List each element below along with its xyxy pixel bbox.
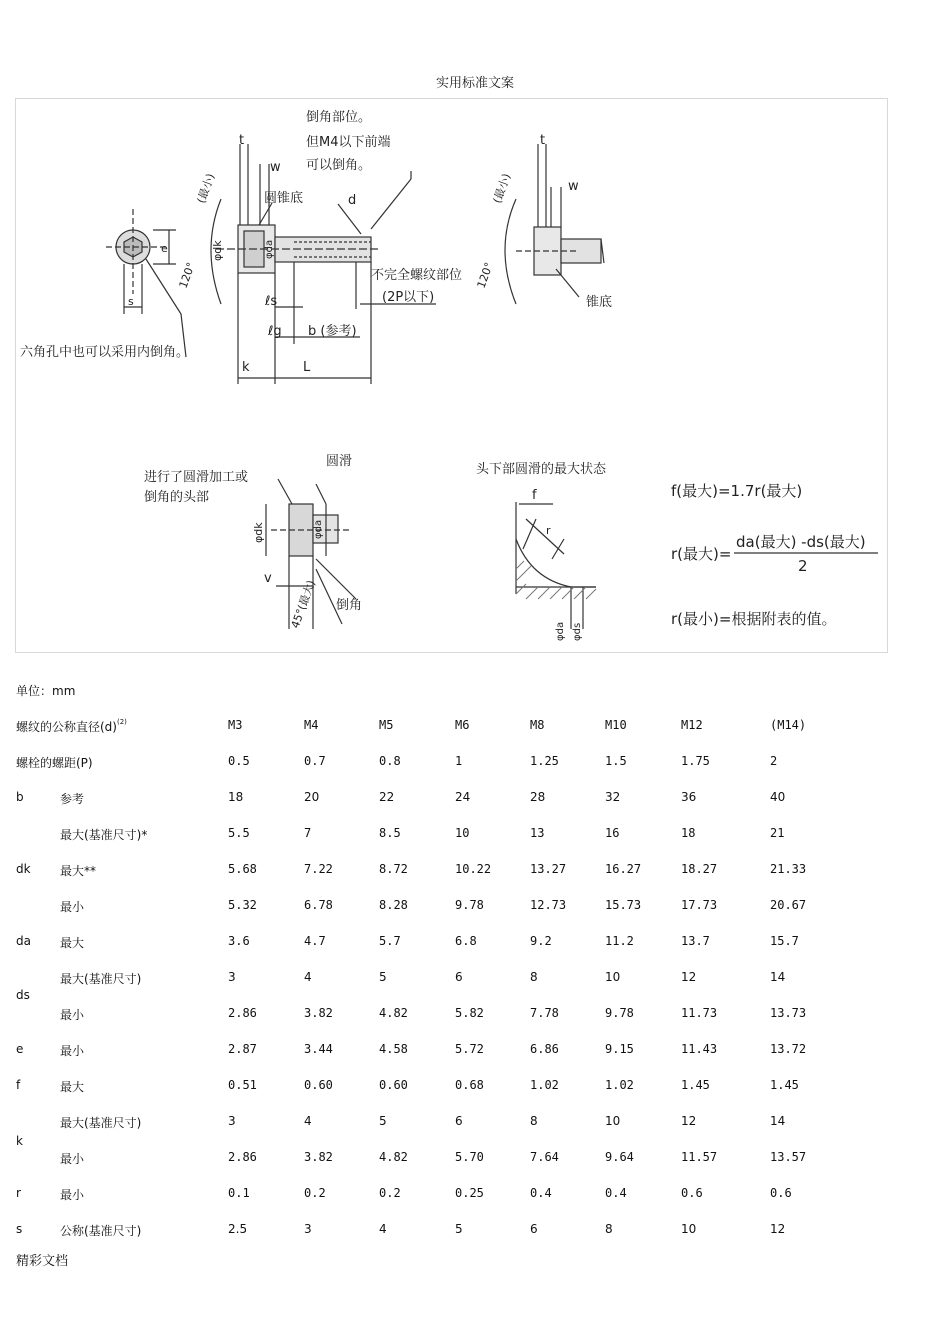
table-cell: 5 <box>455 1222 463 1236</box>
phi-dk-label: φdk <box>211 240 224 261</box>
table-cell: 0.60 <box>379 1078 408 1092</box>
table-cell: 11.43 <box>681 1042 718 1056</box>
table-cell: 0.25 <box>455 1186 484 1200</box>
table-cell: 7.64 <box>530 1150 559 1164</box>
table-cell: 2 <box>770 754 778 768</box>
chamfer-note-3: 可以倒角。 <box>306 158 372 173</box>
table-cell: 9.78 <box>455 898 484 912</box>
table-cell: 6 <box>455 1114 463 1128</box>
table-cell: 1.5 <box>605 754 627 768</box>
formula-2-numerator: da(最大) -ds(最大) <box>736 533 866 551</box>
table-cell: 14 <box>770 970 786 984</box>
size-m4: M4 <box>304 718 319 732</box>
ls-label: ℓs <box>265 294 278 309</box>
table-cell: 12 <box>770 1222 786 1236</box>
table-cell: 9.2 <box>530 934 552 948</box>
row-sublabel: 最大(基准尺寸)* <box>60 828 148 842</box>
hex-note: 六角孔中也可以采用内倒角。 <box>20 345 190 360</box>
table-cell: 24 <box>455 790 471 804</box>
table-row <box>0 1006 950 1026</box>
table-cell: 3.82 <box>304 1150 333 1164</box>
table-cell: 10.22 <box>455 862 492 876</box>
table-cell: 8.28 <box>379 898 408 912</box>
row-sublabel: 最小 <box>60 1008 85 1022</box>
table-cell: 10 <box>455 826 470 840</box>
table-cell: 1 <box>455 754 463 768</box>
formula-1: f(最大)=1.7r(最大) <box>671 482 803 500</box>
table-cell: 10 <box>681 1222 697 1236</box>
row-label: b <box>16 790 24 804</box>
table-cell: 3.82 <box>304 1006 333 1020</box>
row-sublabel: 最小 <box>60 1044 85 1058</box>
max45-label: 45°(最大) <box>288 578 318 631</box>
table-cell: 20.67 <box>770 898 807 912</box>
table-cell: 3 <box>228 970 236 984</box>
row-label: r <box>16 1186 21 1200</box>
table-cell: 5.72 <box>455 1042 484 1056</box>
table-cell: 4.58 <box>379 1042 408 1056</box>
row-sublabel: 公称(基准尺寸) <box>60 1224 142 1238</box>
table-cell: 21.33 <box>770 862 807 876</box>
lg-label: ℓg <box>268 324 282 339</box>
table-cell: 15.7 <box>770 934 799 948</box>
table-cell: 11.57 <box>681 1150 718 1164</box>
table-cell: 0.4 <box>530 1186 552 1200</box>
table-cell: 21 <box>770 826 785 840</box>
table-cell: 0.7 <box>304 754 326 768</box>
table-cell: 5.70 <box>455 1150 484 1164</box>
table-cell: 5.32 <box>228 898 257 912</box>
table-cell: 9.64 <box>605 1150 634 1164</box>
row-sublabel: 最大(基准尺寸) <box>60 972 142 986</box>
table-row <box>0 934 950 954</box>
table-cell: 10 <box>605 1114 621 1128</box>
table-cell: 11.2 <box>605 934 634 948</box>
table-cell: 5.7 <box>379 934 401 948</box>
row-label: k <box>16 1134 23 1148</box>
table-cell: 36 <box>681 790 697 804</box>
page-footer: 精彩文档 <box>16 1254 69 1269</box>
table-cell: 0.5 <box>228 754 250 768</box>
table-row <box>0 1222 950 1242</box>
cone-bottom-label-2: 锥底 <box>586 295 613 310</box>
size-m3: M3 <box>228 718 243 732</box>
incomplete-thread-2: (2P以下) <box>382 290 435 305</box>
table-cell: 4.82 <box>379 1006 408 1020</box>
table-cell: 3 <box>228 1114 236 1128</box>
table-cell: 18 <box>228 790 244 804</box>
table-cell: 12 <box>681 970 697 984</box>
table-cell: 4 <box>379 1222 387 1236</box>
max-round-label: 头下部圆滑的最大状态 <box>476 462 607 477</box>
table-cell: 13 <box>530 826 545 840</box>
row-sublabel: 最大 <box>60 1080 85 1094</box>
unit-label: 单位：mm <box>16 684 76 698</box>
page-header: 实用标准文案 <box>435 76 514 91</box>
row-label: f <box>16 1078 21 1092</box>
size-m5: M5 <box>379 718 394 732</box>
phi-da-label-3: φda <box>313 519 324 539</box>
row-label: ds <box>16 988 30 1002</box>
chamfer-note-2: 但M4以下前端 <box>306 135 391 150</box>
chamfer-note-1: 倒角部位。 <box>306 110 372 125</box>
r-label: r <box>546 524 551 537</box>
table-cell: 4 <box>304 970 312 984</box>
table-cell: 12.73 <box>530 898 567 912</box>
formula-2-left: r(最大)= <box>671 545 732 563</box>
table-cell: 12 <box>681 1114 697 1128</box>
table-cell: 18 <box>681 826 696 840</box>
table-cell: 1.45 <box>770 1078 799 1092</box>
table-row <box>0 1150 950 1170</box>
table-row <box>0 970 950 990</box>
table-cell: 0.51 <box>228 1078 257 1092</box>
k-label: k <box>242 360 250 375</box>
diameter-label: 螺纹的公称直径$(d)^{(2)}$ <box>16 718 127 734</box>
row-label: s <box>16 1222 23 1236</box>
table-cell: 2.86 <box>228 1150 257 1164</box>
table-cell: 1.75 <box>681 754 710 768</box>
table-cell: 9.78 <box>605 1006 634 1020</box>
table-cell: 0.2 <box>304 1186 326 1200</box>
f-label: f <box>532 488 537 503</box>
table-row <box>0 826 950 846</box>
table-cell: 9.15 <box>605 1042 634 1056</box>
table-cell: 15.73 <box>605 898 642 912</box>
table-cell: 7.22 <box>304 862 333 876</box>
incomplete-thread-1: 不完全螺纹部位 <box>371 268 463 283</box>
formula-2-denominator: 2 <box>798 557 808 575</box>
table-cell: 14 <box>770 1114 786 1128</box>
row-sublabel: 最大 <box>60 936 85 950</box>
table-cell: 6 <box>455 970 463 984</box>
table-cell: 0.8 <box>379 754 401 768</box>
table-cell: 6.8 <box>455 934 477 948</box>
table-cell: 40 <box>770 790 786 804</box>
rounding-label: 圆滑 <box>326 454 353 469</box>
table-cell: 10 <box>605 970 621 984</box>
size-m12: M12 <box>681 718 703 732</box>
table-cell: 2.86 <box>228 1006 257 1020</box>
table-cell: 16.27 <box>605 862 642 876</box>
table-cell: 22 <box>379 790 395 804</box>
row-label: e <box>16 1042 24 1056</box>
table-cell: 6.78 <box>304 898 333 912</box>
min-label: (最小) <box>194 171 218 206</box>
table-cell: 4.82 <box>379 1150 408 1164</box>
table-cell: 0.2 <box>379 1186 401 1200</box>
angle-label: 120° <box>176 260 198 291</box>
table-row <box>0 862 950 882</box>
table-cell: 28 <box>530 790 546 804</box>
table-cell: 3.6 <box>228 934 250 948</box>
table-cell: 1.25 <box>530 754 559 768</box>
table-cell: 7.78 <box>530 1006 559 1020</box>
table-cell: 2.5 <box>228 1222 248 1236</box>
t-label-2: t <box>540 133 546 148</box>
table-cell: 5.5 <box>228 826 250 840</box>
formula-3: r(最小)=根据附表的值。 <box>671 610 837 628</box>
phi-dk-label-3: φdk <box>252 522 265 543</box>
row-sublabel: 参考 <box>60 792 85 806</box>
table-cell: 4.7 <box>304 934 326 948</box>
table-cell: 13.72 <box>770 1042 807 1056</box>
table-cell: 0.60 <box>304 1078 333 1092</box>
table-cell: 16 <box>605 826 620 840</box>
table-cell: 32 <box>605 790 621 804</box>
row-label: da <box>16 934 31 948</box>
row-label: 螺栓的螺距(P) <box>16 756 93 770</box>
row-sublabel: 最大(基准尺寸) <box>60 1116 142 1130</box>
table-cell: 13.57 <box>770 1150 807 1164</box>
table-row <box>0 1114 950 1134</box>
v-label: v <box>264 571 272 586</box>
table-row <box>0 988 950 1008</box>
table-cell: 13.7 <box>681 934 710 948</box>
table-cell: 3 <box>304 1222 312 1236</box>
table-row <box>0 754 950 774</box>
table-cell: 2.87 <box>228 1042 257 1056</box>
table-cell: 6.86 <box>530 1042 559 1056</box>
table-row <box>0 898 950 918</box>
table-cell: 0.68 <box>455 1078 484 1092</box>
s-label: s <box>128 295 134 308</box>
t-label: t <box>239 133 245 148</box>
min-label-2: (最小) <box>490 171 514 206</box>
size-m6: M6 <box>455 718 470 732</box>
table-cell: 0.4 <box>605 1186 627 1200</box>
e-label: e <box>161 242 168 255</box>
row-label: dk <box>16 862 31 876</box>
table-cell: 20 <box>304 790 320 804</box>
phi-ds-label-4: φds <box>572 622 583 641</box>
table-row <box>0 1186 950 1206</box>
table-cell: 5.82 <box>455 1006 484 1020</box>
cone-bottom-label: 圆锥底 <box>264 191 304 206</box>
L-label: L <box>303 360 311 375</box>
table-cell: 8.72 <box>379 862 408 876</box>
table-row <box>0 1042 950 1062</box>
table-cell: 6 <box>530 1222 538 1236</box>
table-cell: 5 <box>379 970 387 984</box>
table-cell: 7 <box>304 826 312 840</box>
table-cell: 13.73 <box>770 1006 807 1020</box>
table-cell: 1.02 <box>605 1078 634 1092</box>
size-m14: (M14) <box>770 718 807 732</box>
w-label: w <box>270 160 281 175</box>
table-cell: 1.02 <box>530 1078 559 1092</box>
table-cell: 5.68 <box>228 862 257 876</box>
phi-da-label: φda <box>264 239 275 259</box>
row-sublabel: 最大** <box>60 864 97 878</box>
table-row <box>0 790 950 810</box>
rounded-head-2: 倒角的头部 <box>144 490 210 505</box>
table-cell: 3.44 <box>304 1042 333 1056</box>
table-cell: 8 <box>530 1114 538 1128</box>
w-label-2: w <box>568 179 579 194</box>
table-cell: 17.73 <box>681 898 718 912</box>
table-cell: 8 <box>530 970 538 984</box>
b-ref-label: b (参考) <box>308 324 357 339</box>
row-sublabel: 最小 <box>60 900 85 914</box>
technical-drawing <box>15 98 888 653</box>
table-cell: 18.27 <box>681 862 718 876</box>
table-row <box>0 1078 950 1098</box>
row-sublabel: 最小 <box>60 1188 85 1202</box>
table-cell: 11.73 <box>681 1006 718 1020</box>
size-m8: M8 <box>530 718 545 732</box>
table-cell: 0.1 <box>228 1186 250 1200</box>
table-cell: 5 <box>379 1114 387 1128</box>
bolt-diagram <box>16 99 887 652</box>
phi-da-label-4: φda <box>555 621 566 641</box>
rounded-head-1: 进行了圆滑加工或 <box>144 470 249 485</box>
table-cell: 0.6 <box>770 1186 792 1200</box>
table-cell: 8.5 <box>379 826 401 840</box>
table-cell: 4 <box>304 1114 312 1128</box>
size-m10: M10 <box>605 718 627 732</box>
chamfer-label: 倒角 <box>336 598 363 613</box>
table-cell: 0.6 <box>681 1186 703 1200</box>
table-cell: 1.45 <box>681 1078 710 1092</box>
table-cell: 13.27 <box>530 862 567 876</box>
d-label: d <box>348 193 357 208</box>
row-sublabel: 最小 <box>60 1152 85 1166</box>
table-header-row <box>0 718 950 738</box>
table-cell: 8 <box>605 1222 613 1236</box>
angle-label-2: 120° <box>474 260 496 291</box>
